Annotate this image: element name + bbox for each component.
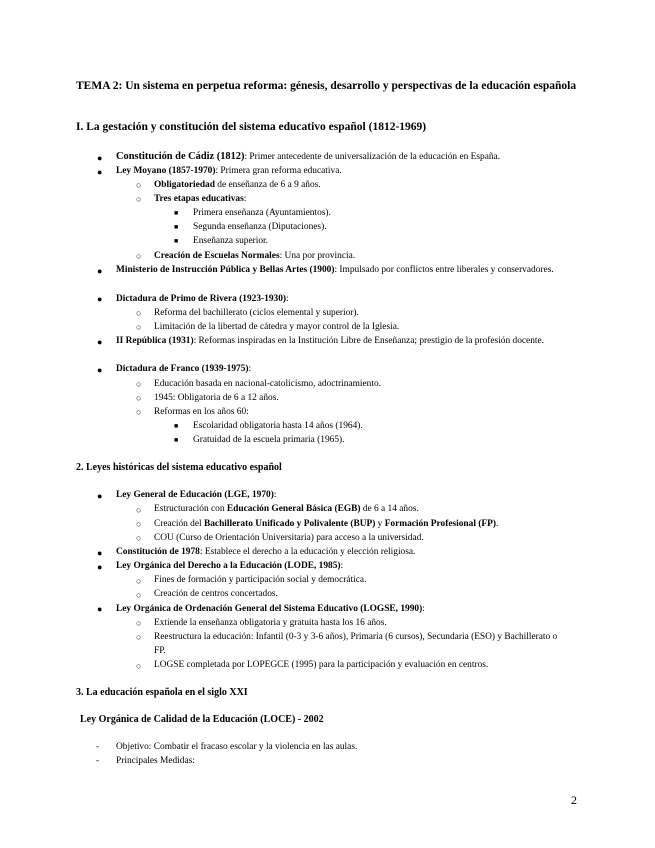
item-bold: Formación Profesional (FP) bbox=[384, 519, 496, 529]
list-item: Fines de formación y participación social y democrática. bbox=[154, 575, 367, 585]
list-item: Reestructura la educación: Infantil (0-3 y 3-6 años), Primaria (6 cursos), Secundaria (ESO) y Bachillerato o FP. bbox=[154, 632, 558, 656]
bullet-icon: ● bbox=[97, 167, 103, 177]
list-item: Primera enseñanza (Ayuntamientos). bbox=[193, 208, 331, 218]
list-item: Enseñanza superior. bbox=[193, 236, 268, 246]
circle-bullet-icon: ○ bbox=[136, 308, 142, 318]
list-item bbox=[116, 150, 500, 164]
list-item bbox=[116, 545, 415, 559]
list-item: COU (Curso de Orientación Universitaria) para acceso a la universidad. bbox=[154, 533, 424, 543]
loce-heading: Ley Orgánica de Calidad de la Educación (LOCE) - 2002 bbox=[80, 714, 324, 725]
dash-bullet-icon: - bbox=[96, 741, 99, 751]
item-text: y bbox=[375, 519, 385, 529]
item-bold: II República (1931) bbox=[116, 336, 194, 346]
item-text: Creación del bbox=[154, 519, 204, 529]
item-bold: Constitución de Cádiz (1812) bbox=[116, 151, 245, 162]
list-item bbox=[116, 164, 342, 178]
section-2-heading: 2. Leyes históricas del sistema educativo español bbox=[76, 462, 282, 473]
list-item: Limitación de la libertad de cátedra y mayor control de la Iglesia. bbox=[154, 322, 400, 332]
list-item: Gratuidad de la escuela primaria (1965). bbox=[193, 435, 345, 445]
circle-bullet-icon: ○ bbox=[136, 251, 142, 261]
item-text: : bbox=[273, 490, 277, 500]
circle-bullet-icon: ○ bbox=[136, 533, 142, 543]
list-item: Segunda enseñanza (Diputaciones). bbox=[193, 222, 327, 232]
item-text: : bbox=[248, 364, 252, 374]
list-item bbox=[116, 362, 251, 376]
item-bold: Bachillerato Unificado y Polivalente (BUP) bbox=[203, 519, 376, 529]
bullet-icon: ● bbox=[97, 294, 103, 304]
circle-bullet-icon: ○ bbox=[136, 180, 142, 190]
section-1-heading: I. La gestación y constitución del sistema educativo español (1812-1969) bbox=[76, 121, 427, 133]
circle-bullet-icon: ○ bbox=[136, 576, 142, 586]
list-item: Extiende la enseñanza obligatoria y gratuita hasta los 16 años. bbox=[154, 618, 387, 628]
item-bold: Tres etapas educativas bbox=[154, 194, 244, 204]
bullet-icon: ● bbox=[97, 337, 103, 347]
list-item bbox=[116, 488, 276, 502]
item-bold: Constitución de 1978 bbox=[116, 547, 200, 557]
square-bullet-icon: ■ bbox=[174, 436, 179, 444]
item-bold: Ley Moyano (1857-1970) bbox=[116, 166, 216, 176]
item-bold: Creación de Escuelas Normales bbox=[154, 251, 280, 261]
list-item: LOGSE completada por LOPEGCE (1995) para la participación y evaluación en centros. bbox=[154, 660, 489, 670]
item-text: . bbox=[495, 519, 499, 529]
item-text: : Primera gran reforma educativa. bbox=[215, 166, 342, 176]
item-text: : Establece el derecho a la educación y elección religiosa. bbox=[199, 547, 416, 557]
list-item bbox=[154, 192, 246, 206]
item-text: : bbox=[340, 561, 344, 571]
list-item bbox=[154, 178, 321, 192]
bullet-icon: ● bbox=[97, 562, 103, 572]
square-bullet-icon: ■ bbox=[174, 237, 179, 245]
list-item bbox=[154, 517, 498, 531]
list-item: 1945: Obligatoria de 6 a 12 años. bbox=[154, 393, 279, 403]
square-bullet-icon: ■ bbox=[174, 209, 179, 217]
bullet-icon: ● bbox=[97, 153, 103, 163]
list-item bbox=[116, 602, 425, 616]
list-item bbox=[116, 263, 556, 277]
list-item bbox=[116, 334, 561, 348]
item-text: : Reformas inspiradas en la Institución Libre de Enseñanza; prestigio de la profesión docente. bbox=[193, 336, 545, 346]
list-item bbox=[116, 292, 289, 306]
item-text: : bbox=[243, 194, 247, 204]
bullet-icon: ● bbox=[97, 365, 103, 375]
list-item: Reformas en los años 60: bbox=[154, 407, 249, 417]
bullet-icon: ● bbox=[97, 548, 103, 558]
circle-bullet-icon: ○ bbox=[136, 407, 142, 417]
square-bullet-icon: ■ bbox=[174, 422, 179, 430]
item-text: : bbox=[422, 604, 425, 614]
list-item bbox=[154, 502, 419, 516]
list-item: Reforma del bachillerato (ciclos elemental y superior). bbox=[154, 308, 359, 318]
list-item: Creación de centros concertados. bbox=[154, 589, 278, 599]
circle-bullet-icon: ○ bbox=[136, 505, 142, 515]
item-bold: Dictadura de Primo de Rivera (1923-1930) bbox=[116, 294, 287, 304]
item-bold: Ley Orgánica del Derecho a la Educación (LODE, 1985) bbox=[116, 561, 341, 571]
circle-bullet-icon: ○ bbox=[136, 632, 142, 642]
list-item: Educación basada en nacional-catolicismo, adoctrinamiento. bbox=[154, 379, 381, 389]
circle-bullet-icon: ○ bbox=[136, 590, 142, 600]
item-text: Estructuración con bbox=[154, 504, 227, 514]
list-item: Objetivo: Combatir el fracaso escolar y la violencia en las aulas. bbox=[116, 742, 358, 752]
bullet-icon: ● bbox=[97, 491, 103, 501]
item-bold: Ministerio de Instrucción Pública y Bellas Artes (1900) bbox=[116, 265, 335, 275]
item-text: : Primer antecedente de universalización de la educación en España. bbox=[244, 152, 501, 162]
page-number: 2 bbox=[571, 793, 577, 807]
item-bold: Ley General de Educación (LGE, 1970) bbox=[116, 490, 274, 500]
circle-bullet-icon: ○ bbox=[136, 661, 142, 671]
item-text: de 6 a 14 años. bbox=[360, 504, 419, 514]
item-bold: Dictadura de Franco (1939-1975) bbox=[116, 364, 249, 374]
circle-bullet-icon: ○ bbox=[136, 194, 142, 204]
circle-bullet-icon: ○ bbox=[136, 393, 142, 403]
item-text: : Una por provincia. bbox=[279, 251, 356, 261]
list-item bbox=[116, 559, 343, 573]
item-bold: Obligatoriedad bbox=[154, 180, 215, 190]
document-title: TEMA 2: Un sistema en perpetua reforma: génesis, desarrollo y perspectivas de la educación española bbox=[76, 80, 577, 92]
bullet-icon: ● bbox=[97, 604, 103, 614]
circle-bullet-icon: ○ bbox=[136, 379, 142, 389]
list-item: Escolaridad obligatoria hasta 14 años (1964). bbox=[193, 421, 363, 431]
circle-bullet-icon: ○ bbox=[136, 618, 142, 628]
item-text: : bbox=[286, 294, 289, 304]
circle-bullet-icon: ○ bbox=[136, 322, 142, 332]
item-text: : Impulsado por conflictos entre liberales y conservadores. bbox=[334, 265, 554, 275]
item-bold: Ley Orgánica de Ordenación General del Sistema Educativo (LOGSE, 1990) bbox=[116, 604, 423, 614]
item-bold: Educación General Básica (EGB) bbox=[226, 504, 361, 514]
section-3-heading: 3. La educación española en el siglo XXI bbox=[76, 687, 248, 698]
circle-bullet-icon: ○ bbox=[136, 519, 142, 529]
dash-bullet-icon: - bbox=[96, 755, 99, 765]
square-bullet-icon: ■ bbox=[174, 223, 179, 231]
list-item bbox=[154, 249, 355, 263]
bullet-icon: ● bbox=[97, 266, 103, 276]
list-item: Principales Medidas: bbox=[116, 756, 195, 766]
item-text: de enseñanza de 6 a 9 años. bbox=[214, 180, 321, 190]
